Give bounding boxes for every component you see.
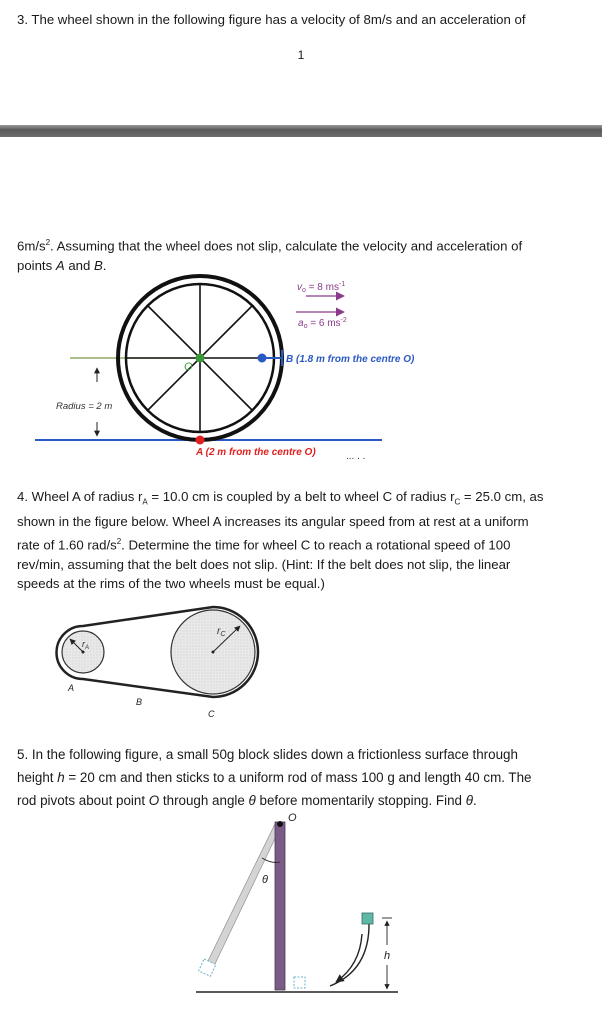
trailing-dashes: ... . .: [346, 451, 366, 462]
q4-line2: shown in the figure below. Wheel A increases its angular speed from at rest at a uniform: [17, 514, 529, 530]
vertical-rod: [275, 822, 285, 990]
teal-block: [362, 913, 373, 924]
centre-o-dot: [196, 354, 205, 363]
pulley-figure: [57, 607, 259, 719]
label-b: B: [136, 697, 143, 707]
q5-line2: height h = 20 cm and then sticks to a uniform rod of mass 100 g and length 40 cm. The: [17, 770, 532, 785]
q4-line4: rev/min, assuming that the belt does not slip. (Hint: If the belt does not slip, the linear: [17, 556, 511, 572]
height-label: h: [384, 950, 391, 962]
point-a-label: A (2 m from the centre O): [196, 447, 316, 458]
swung-rod: [206, 824, 281, 968]
q3-line3: points A and B.: [17, 257, 107, 273]
page-number: 1: [297, 48, 305, 62]
rc-label: $r_C$: [217, 626, 226, 638]
wheel-c-centre: [212, 651, 215, 654]
q4-line1: 4. Wheel A of radius $r_A = 10.0$ cm is coupled by a belt to wheel C of radius $r_C = 25.0$ cm, as: [17, 489, 544, 507]
point-b-dot: [258, 354, 267, 363]
q4-line3: rate of 1.60 rad/$s^2$. Determine the time for wheel C to reach a rotational speed of 100: [17, 536, 511, 553]
q3-line1: 3. The wheel shown in the following figure has a velocity of 8m/s and an acceleration of: [17, 12, 526, 27]
velocity-label: $v_o = 8$ $ms^{-1}$: [297, 281, 346, 294]
curved-surface: [330, 922, 369, 986]
point-a-dot: [196, 436, 205, 445]
label-c: C: [208, 709, 215, 719]
rod-figure: [196, 812, 398, 992]
impact-block: [294, 977, 305, 988]
q3-line2: $6m/s^2$. Assuming that the wheel does not slip, calculate the velocity and acceleration of: [17, 238, 523, 254]
point-b-label: B (1.8 m from the centre O): [286, 354, 415, 365]
q4-line5: speeds at the rims of the two wheels must be equal.): [17, 576, 325, 592]
theta-label: θ: [262, 874, 268, 886]
label-a: A: [68, 683, 75, 693]
q5-line3: rod pivots about point O through angle θ before momentarily stopping. Find θ.: [17, 793, 477, 808]
q5-line1: 5. In the following figure, a small 50g block slides down a frictionless surface through: [17, 747, 518, 762]
pivot-o-dot: [277, 821, 283, 827]
ra-label: $r_A$: [82, 639, 90, 651]
centre-o-label: O: [184, 361, 193, 373]
wheel-figure: [35, 276, 415, 462]
radius-label: Radius = 2 m: [56, 401, 113, 412]
pivot-o-label: O: [288, 812, 297, 824]
accel-label: $a_o = 6$ $ms^{-2}$: [298, 317, 347, 330]
